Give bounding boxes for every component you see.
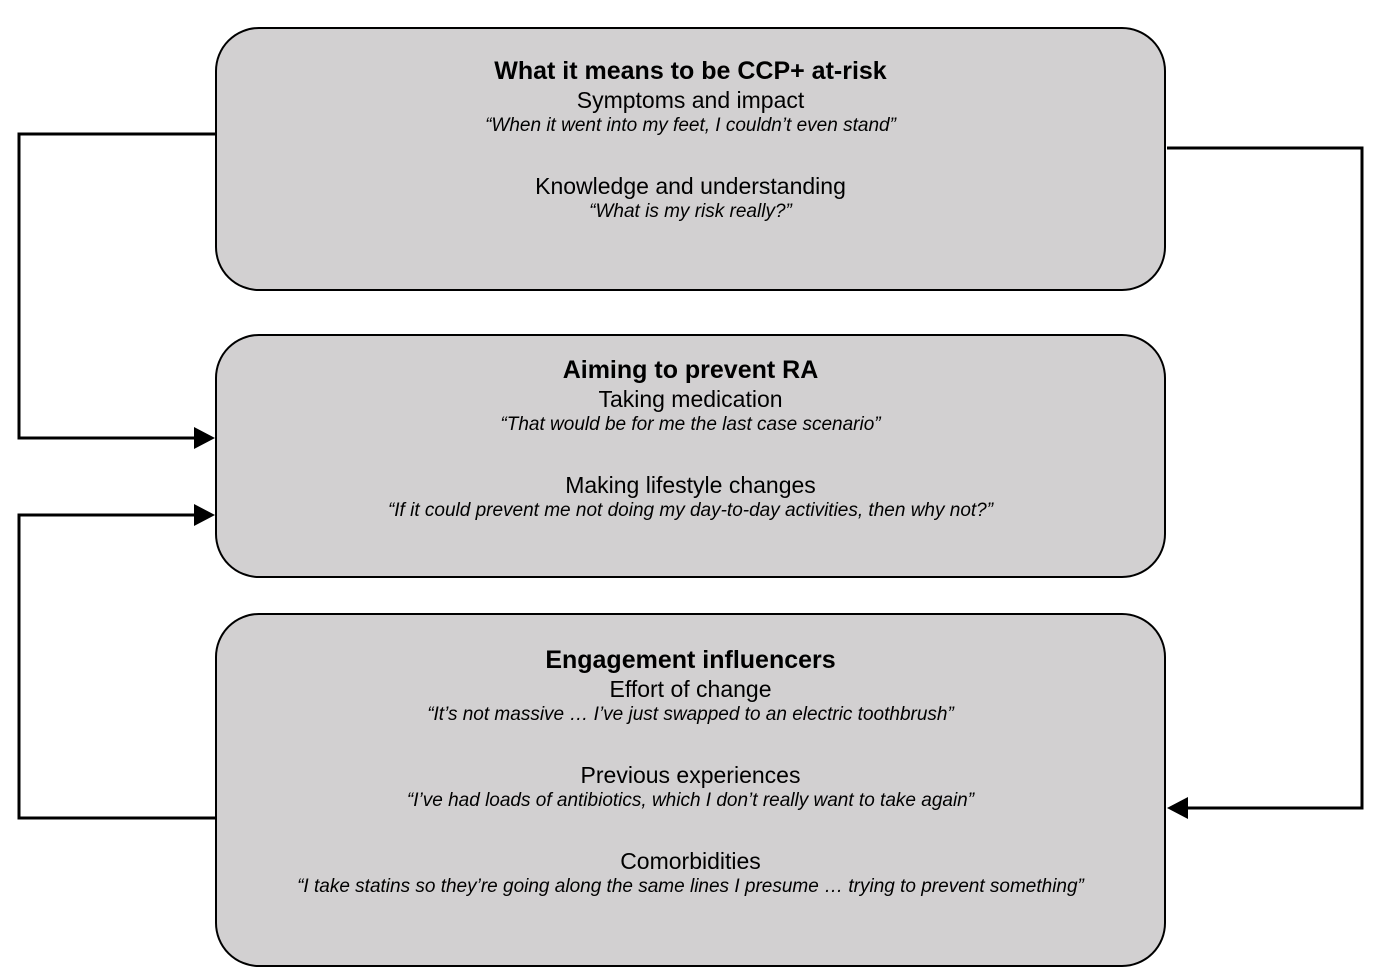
- theme-label: Symptoms and impact: [576, 87, 805, 113]
- theme-comorbidities: [217, 847, 1164, 899]
- theme-quote: “That would be for me the last case scenario”: [500, 414, 881, 435]
- theme-knowledge-and-understanding: [217, 172, 1164, 224]
- theme-label: Knowledge and understanding: [535, 173, 846, 199]
- theme-label: Previous experiences: [580, 762, 801, 788]
- theme-previous-experiences: [217, 761, 1164, 813]
- theme-quote: “What is my risk really?”: [589, 201, 792, 222]
- arrowhead-top-to-bottom: [1167, 797, 1188, 819]
- theme-label: Making lifestyle changes: [565, 472, 816, 498]
- arrow-top-to-middle: [19, 134, 215, 438]
- box-title: Aiming to prevent RA: [562, 356, 819, 384]
- theme-label: Taking medication: [598, 386, 783, 412]
- box-engagement-influencers: [215, 613, 1166, 967]
- theme-label: Comorbidities: [620, 848, 761, 874]
- theme-making-lifestyle-changes: [217, 471, 1164, 523]
- theme-quote: “If it could prevent me not doing my day-to-day activities, then why not?”: [387, 500, 994, 521]
- theme-effort-of-change: [217, 675, 1164, 727]
- theme-quote: “It’s not massive … I’ve just swapped to an electric toothbrush”: [427, 704, 954, 725]
- arrow-top-to-bottom: [1167, 148, 1362, 808]
- theme-label: Effort of change: [609, 676, 772, 702]
- theme-quote: “I’ve had loads of antibiotics, which I don’t really want to take again”: [406, 790, 975, 811]
- theme-quote: “When it went into my feet, I couldn’t even stand”: [485, 115, 896, 136]
- box-title: Engagement influencers: [545, 646, 836, 674]
- theme-quote: “I take statins so they’re going along the same lines I presume … trying to prevent something”: [297, 876, 1084, 897]
- box-aiming-to-prevent-ra: [215, 334, 1166, 578]
- box-title: What it means to be CCP+ at-risk: [494, 57, 887, 85]
- arrow-bottom-to-middle: [19, 515, 215, 818]
- arrowhead-bottom-to-middle: [194, 504, 215, 526]
- arrowhead-top-to-middle: [194, 427, 215, 449]
- theme-symptoms-and-impact: [217, 86, 1164, 138]
- theme-taking-medication: [217, 385, 1164, 437]
- box-ccp-at-risk: [215, 27, 1166, 291]
